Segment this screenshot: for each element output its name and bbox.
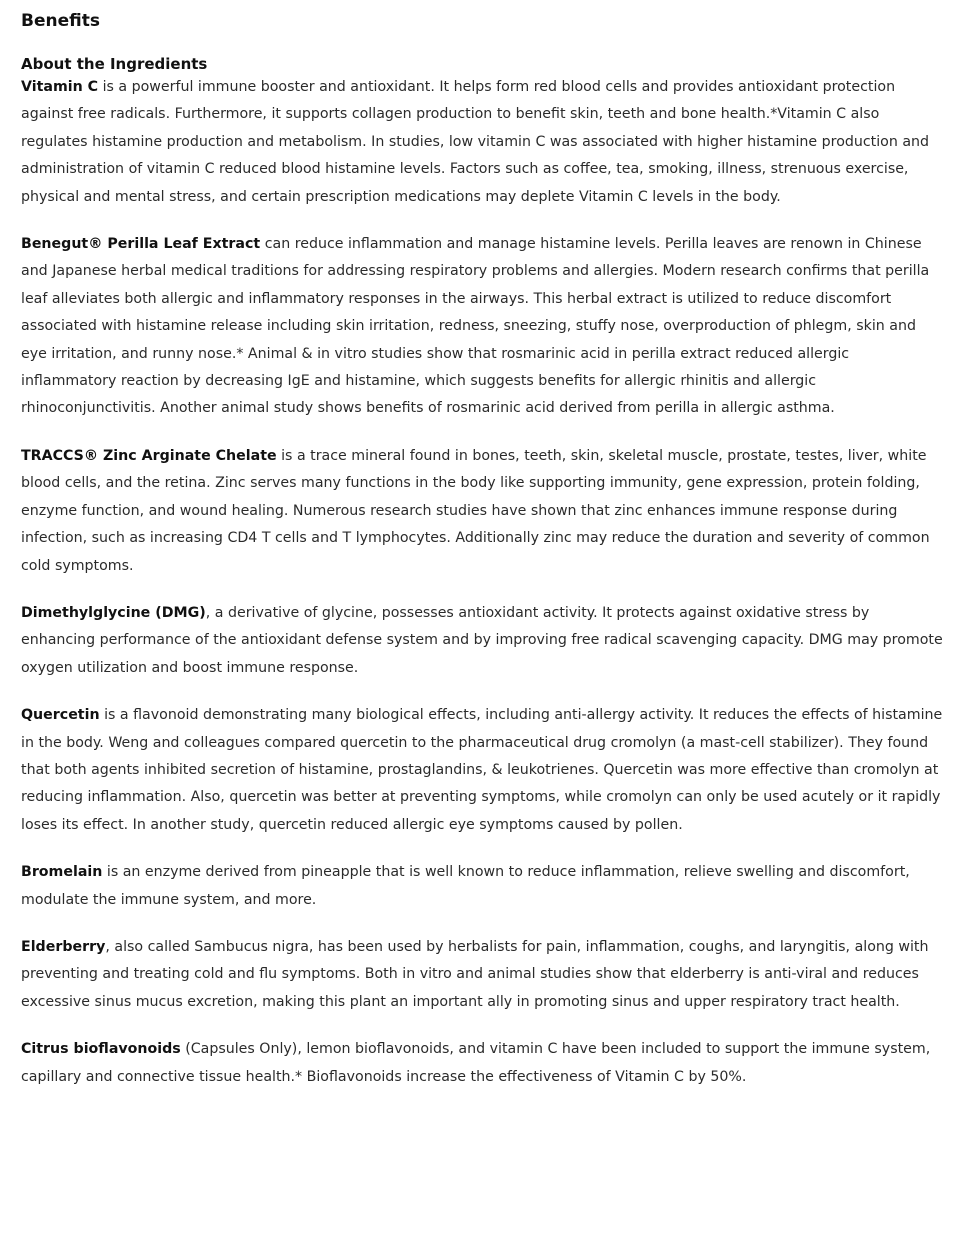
ingredient-description: is an enzyme derived from pineapple that is well known to reduce inflammation, relieve swelling and discomfort, modulate the immune system, and more. [21,864,910,908]
ingredient-perilla [21,231,946,423]
ingredient-name: Elderberry [21,938,106,955]
ingredient-elderberry [21,934,946,1016]
ingredient-description: is a trace mineral found in bones, teeth, skin, skeletal muscle, prostate, testes, liver, white blood cells, and the retina. Zinc serves many functions in the body like supporting immunity, gene expression, protein folding, enzyme function, and wound healing. Numerous research studies have shown that zinc enhances immune response during infection, such as increasing CD4 T cells and T lymphocytes. Additionally zinc may reduce the duration and severity of common cold symptoms. [21,447,930,574]
ingredient-description: is a flavonoid demonstrating many biological effects, including anti-allergy activity. It reduces the effects of histamine in the body. Weng and colleagues compared quercetin to the pharmaceutical drug cromolyn (a mast-cell stabilizer). They found that both agents inhibited secretion of histamine, prostaglandins, & leukotrienes. Quercetin was more effective than cromolyn at reducing inflammation. Also, quercetin was better at preventing symptoms, while cromolyn can only be used acutely or it rapidly loses its effect. In another study, quercetin reduced allergic eye symptoms caused by pollen. [21,707,943,833]
ingredient-description: can reduce inflammation and manage histamine levels. Perilla leaves are renown in Chinese and Japanese herbal medical traditions for addressing respiratory problems and allergies. Modern research confirms that perilla leaf alleviates both allergic and inflammatory responses in the airways. This herbal extract is utilized to reduce discomfort associated with histamine release including skin irritation, redness, sneezing, stuffy nose, overproduction of phlegm, skin and eye irritation, and runny nose.* Animal & in vitro studies show that rosmarinic acid in perilla extract reduced allergic inflammatory reaction by decreasing IgE and histamine, which suggests benefits for allergic rhinitis and allergic rhinoconjunctivitis. Another animal study shows benefits of rosmarinic acid derived from perilla in allergic asthma. [21,236,930,417]
page-title: Benefits [21,11,100,31]
ingredient-name: Bromelain [21,864,103,881]
section-subtitle: About the Ingredients [21,55,208,73]
ingredient-name: Benegut® Perilla Leaf Extract [21,236,261,253]
ingredient-vitamin-c [21,74,946,211]
ingredient-dmg [21,600,946,682]
ingredient-citrus-bioflavonoids [21,1036,946,1091]
ingredient-name: Dimethylglycine (DMG) [21,604,206,621]
ingredient-name: TRACCS® Zinc Arginate Chelate [21,447,277,464]
ingredient-quercetin [21,702,946,839]
ingredient-name: Quercetin [21,707,100,724]
ingredient-description: (Capsules Only), lemon bioflavonoids, and vitamin C have been included to support the immune system, capillary and connective tissue health.* Bioflavonoids increase the effectiveness of Vitamin C by 50%. [21,1041,931,1085]
ingredient-zinc [21,443,946,580]
ingredient-name: Citrus bioflavonoids [21,1041,181,1058]
ingredient-bromelain [21,859,946,914]
ingredient-description: , a derivative of glycine, possesses antioxidant activity. It protects against oxidative stress by enhancing performance of the antioxidant defense system and by improving free radical scavenging capacity. DMG may promote oxygen utilization and boost immune response. [21,604,943,676]
ingredient-description: , also called Sambucus nigra, has been used by herbalists for pain, inflammation, coughs, and laryngitis, along with preventing and treating cold and flu symptoms. Both in vitro and animal studies show that elderberry is anti-viral and reduces excessive sinus mucus excretion, making this plant an important ally in promoting sinus and upper respiratory tract health. [21,938,929,1010]
ingredient-name: Vitamin C [21,79,99,95]
ingredient-description: is a powerful immune booster and antioxidant. It helps form red blood cells and provides antioxidant protection against free radicals. Furthermore, it supports collagen production to benefit skin, teeth and bone health.*Vitamin C also regulates histamine production and metabolism. In studies, low vitamin C was associated with higher histamine production and administration of vitamin C reduced blood histamine levels. Factors such as coffee, tea, smoking, illness, strenuous exercise, physical and mental stress, and certain prescription medications may deplete Vitamin C levels in the body. [21,79,930,205]
